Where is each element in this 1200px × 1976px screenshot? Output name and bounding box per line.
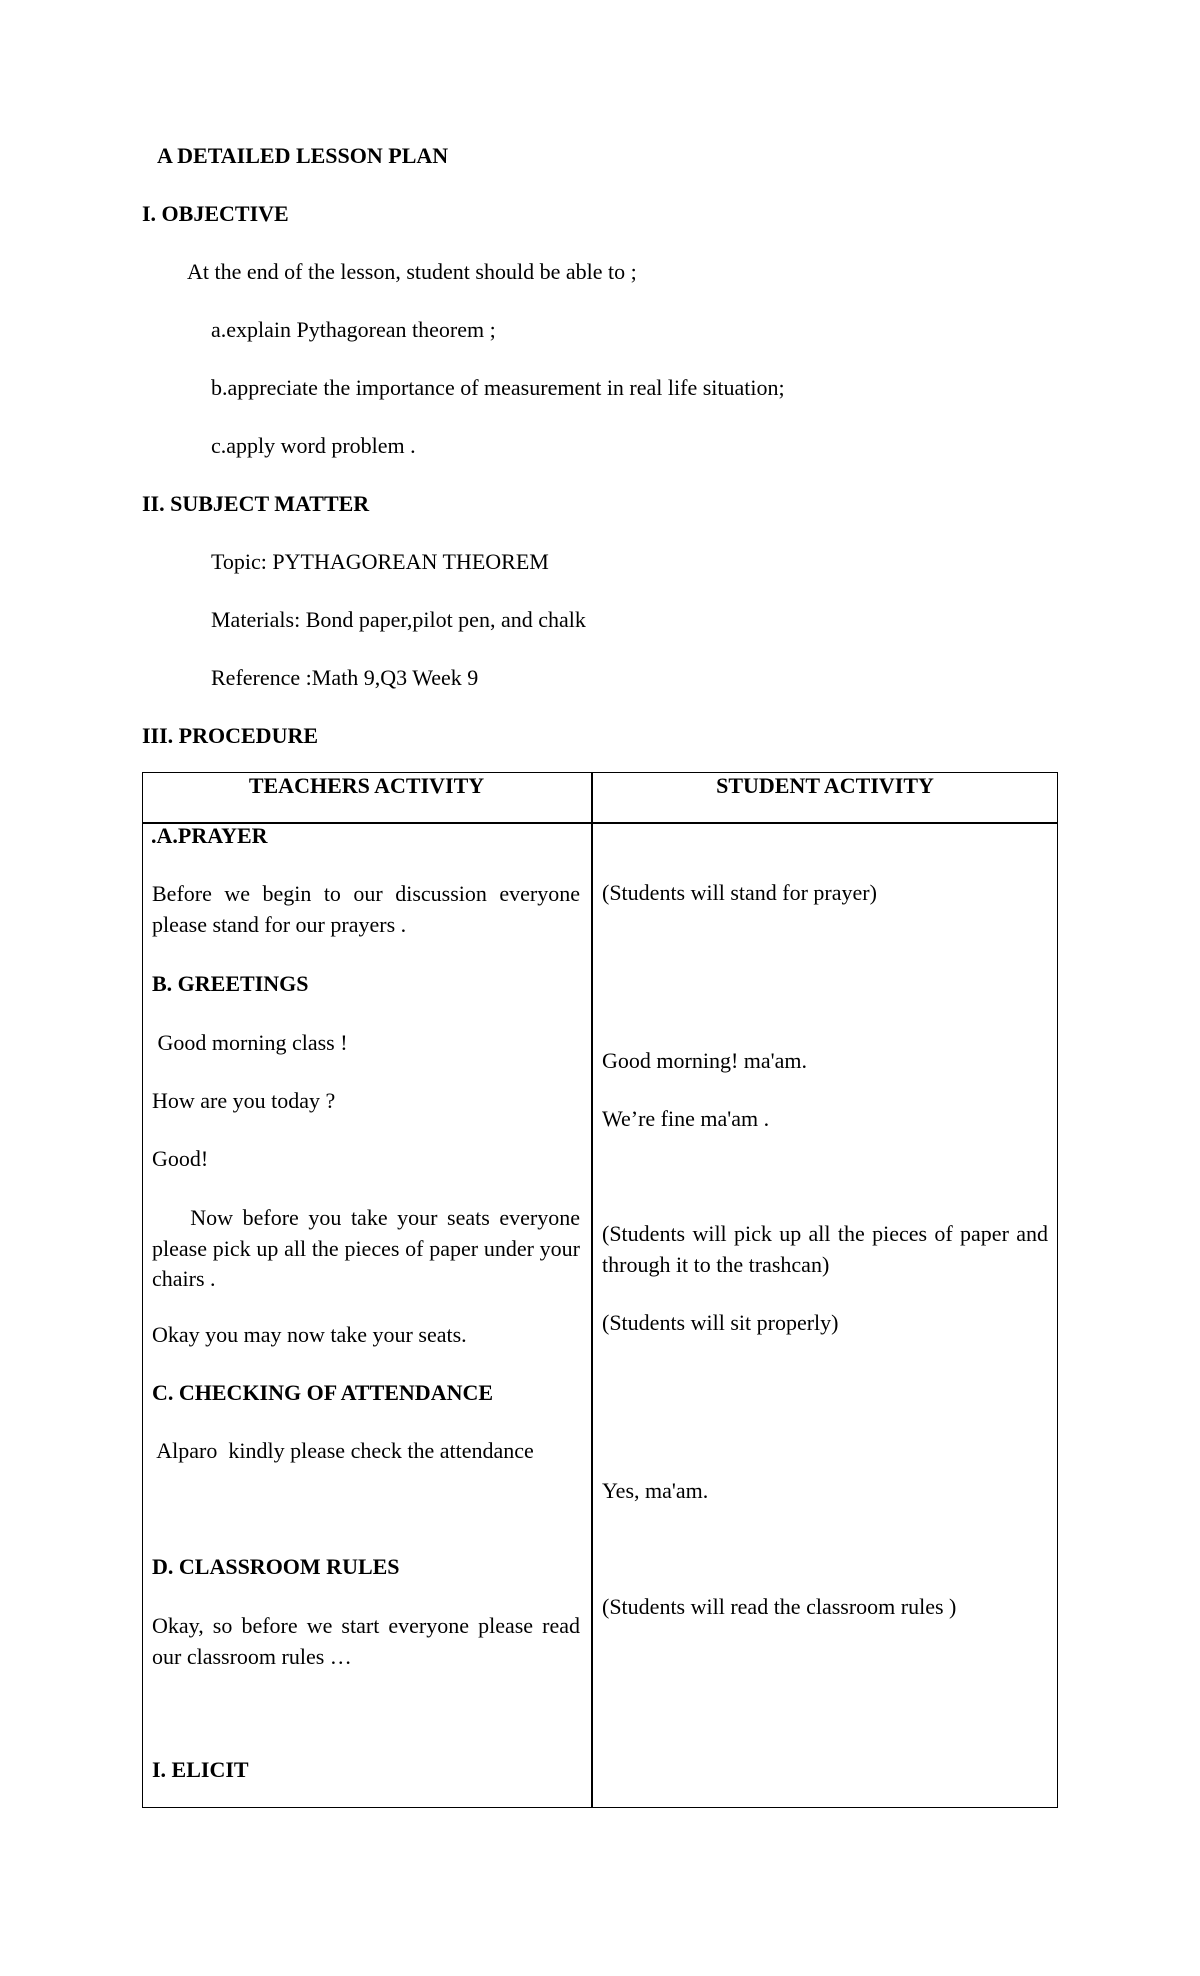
teacher-greet-4: Now before you take your seats everyone please pick up all the pieces of paper under your chairs . — [152, 1205, 586, 1291]
student-sit: (Students will sit properly) — [602, 1310, 839, 1335]
subject-topic: Topic: PYTHAGOREAN THEOREM — [211, 549, 549, 574]
table-header-divider — [142, 822, 1058, 824]
teacher-greet-2: How are you today ? — [152, 1088, 336, 1113]
teacher-greetings-heading: B. GREETINGS — [152, 971, 309, 996]
teacher-greet-1: Good morning class ! — [152, 1030, 348, 1055]
objective-intro: At the end of the lesson, student should be able to ; — [187, 259, 637, 284]
student-prayer: (Students will stand for prayer) — [602, 880, 877, 905]
teacher-rules-text: Okay, so before we start everyone please read our classroom rules … — [152, 1613, 580, 1669]
student-greet-1: Good morning! ma'am. — [602, 1048, 807, 1073]
col-header-student: STUDENT ACTIVITY — [716, 773, 934, 798]
teacher-prayer-heading: .A.PRAYER — [151, 823, 268, 848]
subject-matter-heading: II. SUBJECT MATTER — [142, 491, 370, 516]
student-pickup: (Students will pick up all the pieces of paper and through it to the trashcan) — [602, 1221, 1048, 1277]
subject-reference: Reference :Math 9,Q3 Week 9 — [211, 665, 479, 690]
teacher-rules-heading: D. CLASSROOM RULES — [152, 1554, 400, 1579]
page-title: A DETAILED LESSON PLAN — [157, 143, 449, 168]
student-attendance: Yes, ma'am. — [602, 1478, 709, 1503]
student-greet-2: We’re fine ma'am . — [602, 1106, 770, 1131]
teacher-attendance-text: Alparo kindly please check the attendance — [152, 1438, 534, 1463]
objective-heading: I. OBJECTIVE — [142, 201, 289, 226]
objective-item-b: b.appreciate the importance of measurement in real life situation; — [211, 375, 785, 400]
subject-materials: Materials: Bond paper,pilot pen, and chalk — [211, 607, 586, 632]
table-column-divider — [591, 772, 593, 1808]
teacher-greet-5: Okay you may now take your seats. — [152, 1322, 467, 1347]
teacher-greet-3: Good! — [152, 1146, 209, 1171]
student-rules: (Students will read the classroom rules ) — [602, 1594, 957, 1619]
teacher-attendance-heading: C. CHECKING OF ATTENDANCE — [152, 1380, 494, 1405]
teacher-elicit-heading: I. ELICIT — [152, 1757, 249, 1782]
procedure-heading: III. PROCEDURE — [142, 723, 319, 748]
objective-item-c: c.apply word problem . — [211, 433, 416, 458]
teacher-prayer-text: Before we begin to our discussion everyone please stand for our prayers . — [152, 881, 580, 937]
col-header-teacher: TEACHERS ACTIVITY — [248, 773, 485, 798]
objective-item-a: a.explain Pythagorean theorem ; — [211, 317, 496, 342]
